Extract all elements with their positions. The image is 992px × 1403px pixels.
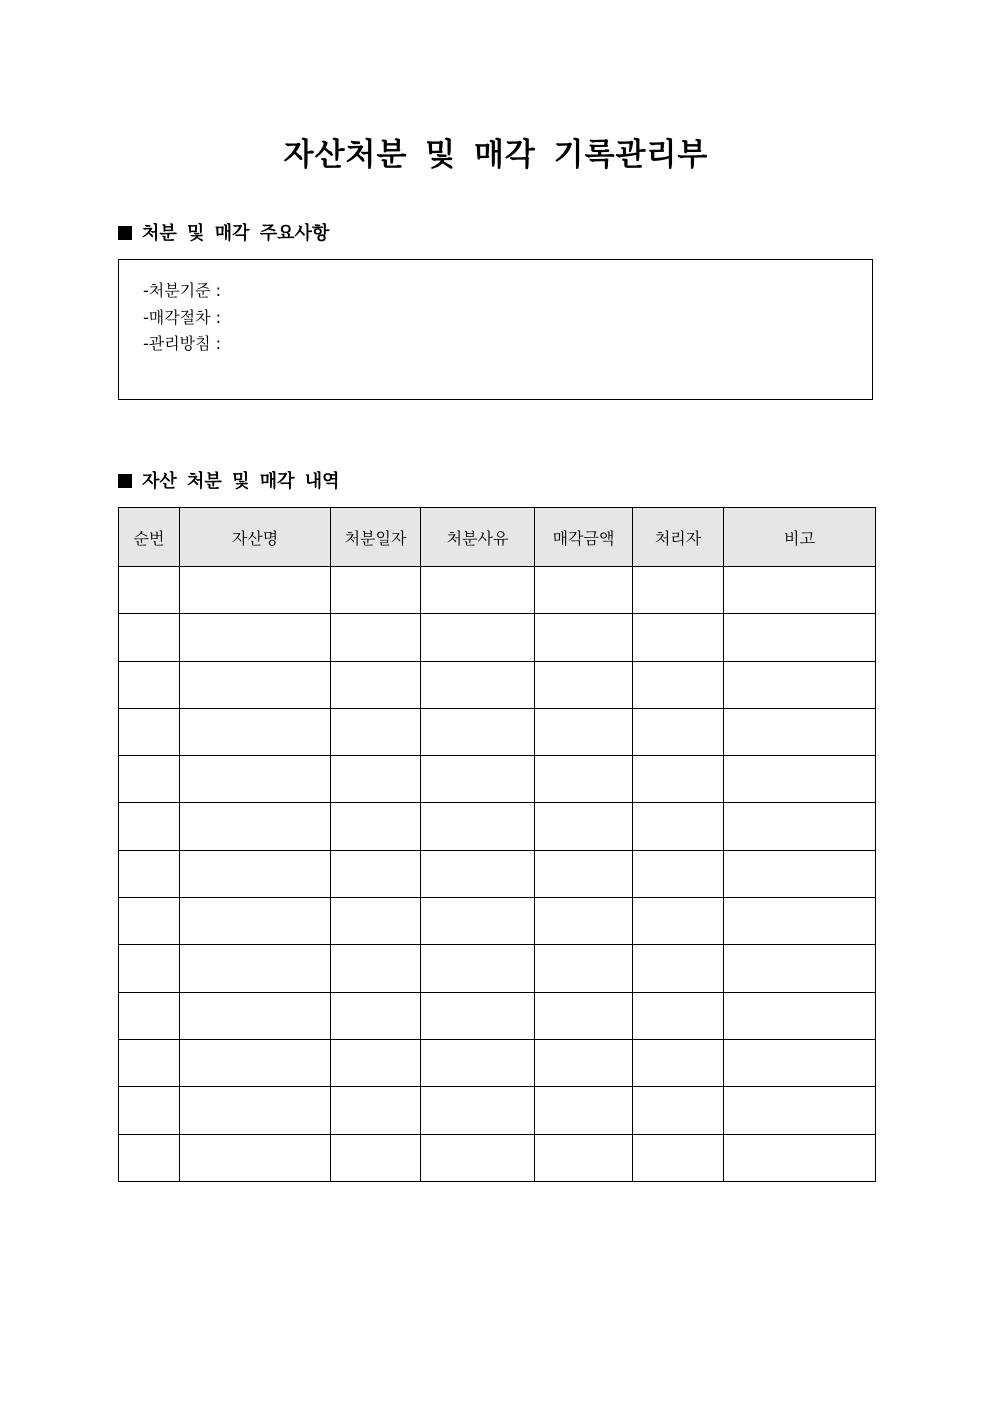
note-management-policy[interactable]: -관리방침 : [143,334,222,353]
table-cell-asset-name[interactable] [180,945,331,992]
table-cell-disposal-reason[interactable] [421,898,535,945]
records-table [118,507,876,1182]
table-header-row [119,508,876,567]
table-cell-asset-name[interactable] [180,708,331,755]
table-cell-remarks[interactable] [724,1039,876,1086]
table-cell-disposal-date[interactable] [331,803,421,850]
table-cell-sale-amount[interactable] [535,756,633,803]
table-cell-asset-name[interactable] [180,614,331,661]
table-cell-disposal-reason[interactable] [421,1087,535,1134]
table-cell-asset-name[interactable] [180,1134,331,1181]
table-row [119,708,876,755]
table-cell-disposal-date[interactable] [331,898,421,945]
page-title: 자산처분 및 매각 기록관리부 [283,137,709,173]
table-cell-disposal-reason[interactable] [421,614,535,661]
table-cell-disposal-date[interactable] [331,992,421,1039]
table-cell-sale-amount[interactable] [535,898,633,945]
section-heading-records [118,469,340,495]
table-cell-handler[interactable] [633,1087,724,1134]
table-cell-sale-amount[interactable] [535,992,633,1039]
table-row [119,992,876,1039]
column-header-handler: 처리자 [633,508,724,567]
table-cell-disposal-reason[interactable] [421,850,535,897]
table-cell-number[interactable] [119,1087,180,1134]
table-cell-handler[interactable] [633,1134,724,1181]
table-cell-disposal-date[interactable] [331,850,421,897]
note-disposal-criteria[interactable]: -처분기준 : [143,281,222,300]
table-row [119,898,876,945]
table-cell-disposal-date[interactable] [331,756,421,803]
notes-box [118,259,873,400]
records-table-body [119,567,876,1182]
table-row [119,614,876,661]
table-cell-remarks[interactable] [724,898,876,945]
table-cell-remarks[interactable] [724,992,876,1039]
column-header-number: 순번 [119,508,180,567]
table-cell-remarks[interactable] [724,945,876,992]
table-cell-disposal-reason[interactable] [421,661,535,708]
column-header-remarks: 비고 [724,508,876,567]
table-cell-asset-name[interactable] [180,661,331,708]
table-cell-remarks[interactable] [724,850,876,897]
table-cell-asset-name[interactable] [180,803,331,850]
table-row [119,756,876,803]
table-cell-number[interactable] [119,614,180,661]
table-cell-handler[interactable] [633,992,724,1039]
table-cell-disposal-reason[interactable] [421,1039,535,1086]
table-cell-asset-name[interactable] [180,898,331,945]
table-row [119,1087,876,1134]
table-cell-remarks[interactable] [724,803,876,850]
table-cell-disposal-reason[interactable] [421,708,535,755]
table-row [119,661,876,708]
table-cell-number[interactable] [119,1134,180,1181]
table-cell-number[interactable] [119,567,180,614]
table-cell-sale-amount[interactable] [535,850,633,897]
table-cell-disposal-reason[interactable] [421,945,535,992]
table-cell-remarks[interactable] [724,661,876,708]
table-cell-disposal-date[interactable] [331,567,421,614]
table-cell-asset-name[interactable] [180,1087,331,1134]
table-row [119,567,876,614]
table-cell-handler[interactable] [633,614,724,661]
table-cell-remarks[interactable] [724,1134,876,1181]
table-cell-disposal-reason[interactable] [421,567,535,614]
table-cell-handler[interactable] [633,850,724,897]
table-cell-handler[interactable] [633,567,724,614]
table-row [119,1134,876,1181]
table-cell-handler[interactable] [633,898,724,945]
table-cell-asset-name[interactable] [180,850,331,897]
table-cell-number[interactable] [119,803,180,850]
square-bullet-icon [118,226,132,240]
table-cell-asset-name[interactable] [180,1039,331,1086]
table-cell-number[interactable] [119,756,180,803]
table-cell-number[interactable] [119,992,180,1039]
table-cell-disposal-date[interactable] [331,708,421,755]
table-cell-sale-amount[interactable] [535,614,633,661]
table-cell-number[interactable] [119,850,180,897]
table-cell-remarks[interactable] [724,708,876,755]
table-cell-number[interactable] [119,1039,180,1086]
table-row [119,1039,876,1086]
table-cell-sale-amount[interactable] [535,1039,633,1086]
table-cell-disposal-date[interactable] [331,1039,421,1086]
table-cell-disposal-reason[interactable] [421,1134,535,1181]
table-row [119,850,876,897]
table-cell-sale-amount[interactable] [535,708,633,755]
table-cell-remarks[interactable] [724,567,876,614]
table-cell-remarks[interactable] [724,756,876,803]
section-heading-notes-label: 처분 및 매각 주요사항 [142,223,330,244]
table-row [119,803,876,850]
table-cell-handler[interactable] [633,803,724,850]
table-cell-asset-name[interactable] [180,567,331,614]
column-header-sale-amount: 매각금액 [535,508,633,567]
table-cell-disposal-date[interactable] [331,945,421,992]
column-header-disposal-reason: 처분사유 [421,508,535,567]
table-cell-number[interactable] [119,661,180,708]
section-heading-notes [118,221,329,247]
table-cell-sale-amount[interactable] [535,945,633,992]
table-cell-handler[interactable] [633,708,724,755]
table-cell-remarks[interactable] [724,1087,876,1134]
column-header-disposal-date: 처분일자 [331,508,421,567]
table-cell-disposal-date[interactable] [331,1087,421,1134]
table-cell-disposal-date[interactable] [331,614,421,661]
column-header-asset-name: 자산명 [180,508,331,567]
table-cell-handler[interactable] [633,1039,724,1086]
table-cell-asset-name[interactable] [180,756,331,803]
table-cell-remarks[interactable] [724,614,876,661]
table-cell-sale-amount[interactable] [535,1087,633,1134]
table-cell-sale-amount[interactable] [535,803,633,850]
table-cell-handler[interactable] [633,945,724,992]
table-cell-handler[interactable] [633,661,724,708]
table-cell-disposal-reason[interactable] [421,992,535,1039]
table-cell-disposal-date[interactable] [331,1134,421,1181]
table-cell-sale-amount[interactable] [535,661,633,708]
note-sale-procedure[interactable]: -매각절차 : [143,307,222,327]
table-cell-sale-amount[interactable] [535,1134,633,1181]
table-cell-asset-name[interactable] [180,992,331,1039]
table-cell-sale-amount[interactable] [535,567,633,614]
table-cell-disposal-reason[interactable] [421,756,535,803]
table-row [119,945,876,992]
table-cell-number[interactable] [119,898,180,945]
table-cell-disposal-date[interactable] [331,661,421,708]
table-cell-disposal-reason[interactable] [421,803,535,850]
section-heading-records-label: 자산 처분 및 매각 내역 [142,471,340,492]
square-bullet-icon [118,474,132,488]
table-cell-number[interactable] [119,708,180,755]
table-cell-number[interactable] [119,945,180,992]
table-cell-handler[interactable] [633,756,724,803]
